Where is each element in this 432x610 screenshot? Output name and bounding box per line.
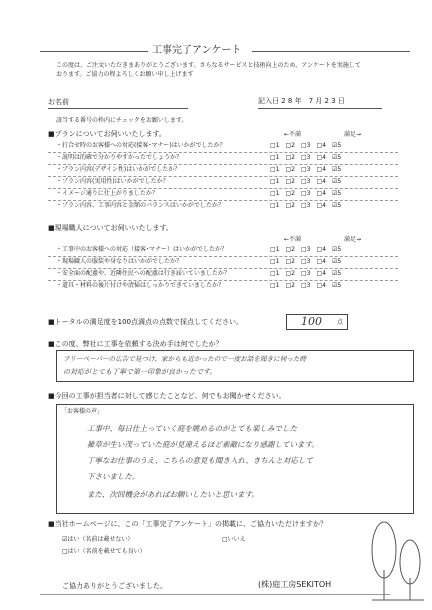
title-rule-left [40,51,148,52]
question-text: ・イメージ通りに仕上がりましたか？ [56,190,158,197]
voice-line: 工事中、毎日仕上っていく庭を眺めるのがとても楽しみでした [87,424,297,433]
name-underline[interactable] [48,108,188,109]
voice-line: 雑草が生い茂っていた庭が見違えるほど素敵になり感謝しています。 [87,440,319,449]
section1-row [56,202,416,212]
row-divider [48,164,398,165]
total-score-unit: 点 [337,319,344,326]
total-score-box[interactable] [286,314,348,330]
row-divider [48,256,398,257]
rating-options[interactable]: □1 □2 □3 □4 ☑5 [270,258,342,265]
reason-line-1: フリーペーパーの広告で見つけ、家からも近かったので一度お話を聞きに伺った時 [63,355,307,363]
rating-options[interactable]: □1 □2 □3 □4 ☑5 [270,202,342,209]
section1-row [56,154,416,164]
question-text: ・プラン内容(実用性)はいかがでしたか？ [56,178,169,185]
reason-label: ■この度、弊社に工事を依頼する決め手は何でしたか？ [48,340,223,348]
section1-row [56,190,416,200]
rating-options[interactable]: □1 □2 □3 □4 ☑5 [270,178,342,185]
section2-row [56,258,416,268]
reason-answer-box[interactable] [56,350,414,382]
section2-row [56,246,416,256]
voice-answer-box[interactable] [56,404,414,514]
section2-scale-high: 満足→ [344,236,362,243]
section2-row [56,282,416,292]
section2-row [56,270,416,280]
question-text: ・説明は的確で分かりやすかったでしょうか？ [56,154,183,161]
homepage-question: ■当社ホームページに、この「工事完了アンケート」の掲載に、ご協力いただけますか？ [48,520,328,528]
rating-options[interactable]: □1 □2 □3 □4 ☑5 [270,246,342,253]
page-title: 工事完了アンケート [152,45,242,56]
row-divider [48,188,398,189]
rating-options[interactable]: □1 □2 □3 □4 ☑5 [270,190,342,197]
row-divider [48,176,398,177]
section1-scale-low: ←不満 [284,131,302,138]
question-text: ・プラン内容、工事内容と金額のバランスはいかがでしたか？ [56,202,224,209]
date-underline [258,108,382,109]
rating-options[interactable]: □1 □2 □3 □4 ☑5 [270,154,342,161]
voice-line: 下さいました。 [87,472,140,481]
question-text: ・打合せ時のお客様への対応(接客･マナー)はいかがでしたか？ [56,142,226,149]
footer-thanks: ご協力ありがとうございました。 [62,582,167,590]
question-text: ・プラン内容(デザイン性)はいかがでしたか？ [56,166,181,173]
row-divider [48,200,398,201]
voice-sub-label: 「お客様の声」 [61,408,104,415]
tree-logo-icon [366,520,428,602]
homepage-option-anonymous[interactable]: ☑はい（名前は載せない） [62,536,134,543]
total-score-value: 100 [301,315,322,328]
row-divider [48,280,398,281]
homepage-option-with-name[interactable]: □はい（名前を載せても良い） [62,548,146,555]
total-score-label: ■トータルの満足度を100点満点の点数で採点してください。 [48,318,243,326]
rating-options[interactable]: □1 □2 □3 □4 ☑5 [270,270,342,277]
footer-company: (株)庭工房SEKITOH [258,580,332,589]
section2-scale-low: ←不満 [284,236,302,243]
instruction-text: 該当する番号の枠内にチェックをお願いします。 [56,117,188,124]
name-label: お名前 [48,98,69,106]
section1-row [56,142,416,152]
voice-line: また、次回機会があればお願いしたいと思います。 [87,490,259,499]
voice-line: 丁寧なお仕事のうえ、こちらの意見も聞き入れ、きちんと対応して [87,456,313,465]
voice-label: ■今回の工事が担当者に対して感じたことなど、何でもお聞かせください。 [48,392,286,400]
rating-options[interactable]: □1 □2 □3 □4 ☑5 [270,142,342,149]
section1-scale-high: 満足→ [344,131,362,138]
question-text: ・道具・材料の後片付けや清掃はしっかりできていましたか？ [56,282,225,289]
section1-row [56,166,416,176]
reason-line-2: の対応がとても丁寧で第一印象が良かったです。 [63,368,217,376]
intro-line-2: おります。ご協力の程よろしくお願い申し上げます [56,71,194,78]
section1-title: ■プランについてお伺いいたします。 [48,130,166,138]
section2-title: ■現場職人についてお伺いいたします。 [48,224,173,232]
intro-line-1: この度は、ご注文いただきまありがとうございます。さらなるサービスと技術向上のため、アンケートを実施して [56,62,361,69]
row-divider [48,152,398,153]
question-text: ・安全面の配慮や、近隣住民への配慮は行き届いていましたか？ [56,270,230,277]
section1-row [56,178,416,188]
question-text: ・工事中のお客様への対応（接客･マナー）はいかがでしたか？ [56,246,228,253]
rating-options[interactable]: □1 □2 □3 □4 ☑5 [270,166,342,173]
homepage-option-no[interactable]: □いいえ [222,536,246,543]
row-divider [48,268,398,269]
footer-rule [40,594,390,595]
title-rule-right [252,51,410,52]
date-field[interactable]: 記入日 2 8 年 7 月 2 3 日 [258,97,345,105]
question-text: ・現場職人の服装や身なりはいかがでしたか？ [56,258,183,265]
rating-options[interactable]: □1 □2 □3 □4 ☑5 [270,282,342,289]
